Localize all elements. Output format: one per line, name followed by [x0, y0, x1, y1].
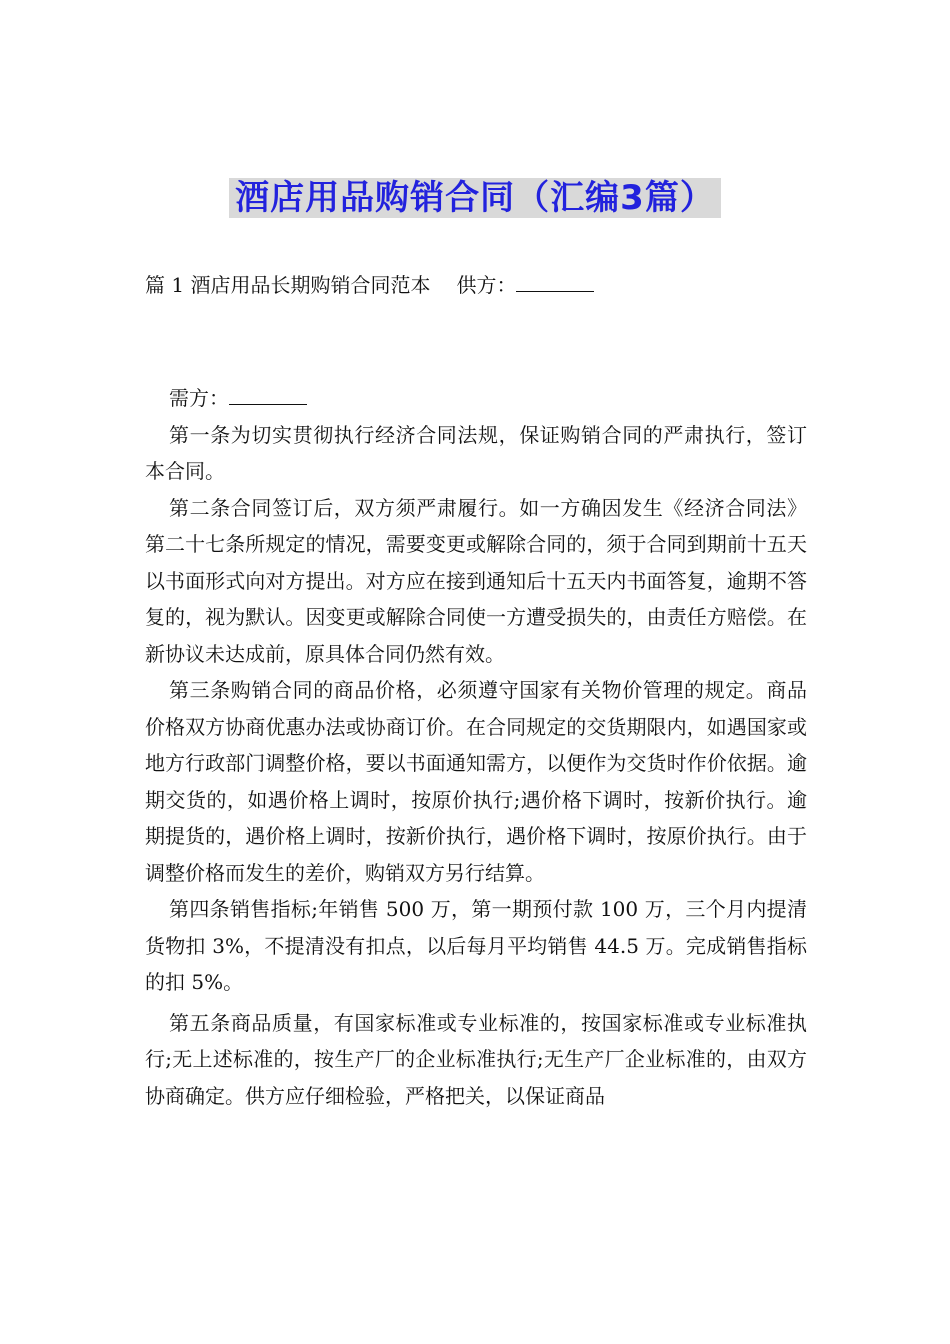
buyer-line: [145, 380, 807, 417]
document-title: 酒店用品购销合同（汇编3篇）: [229, 178, 721, 218]
document-subtitle: [145, 270, 825, 300]
supplier-blank: [516, 271, 594, 292]
contract-body: [145, 380, 807, 1114]
paragraph-article-3: 第三条购销合同的商品价格，必须遵守国家有关物价管理的规定。商品价格双方协商优惠办法或协商订价。在合同规定的交货期限内，如遇国家或地方行政部门调整价格，要以书面通知需方，以便作为交货时作价依据。逾期交货的，如遇价格上调时，按原价执行;遇价格下调时，按新价执行。逾期提货的，遇价格上调时，按新价执行，遇价格下调时，按原价执行。由于调整价格而发生的差价，购销双方另行结算。: [145, 678, 807, 885]
paragraph-article-1: 第一条为切实贯彻执行经济合同法规，保证购销合同的严肃执行，签订本合同。: [145, 422, 807, 483]
supplier-label: 供方：: [456, 273, 517, 297]
paragraph-article-2: 第二条合同签订后，双方须严肃履行。如一方确因发生《经济合同法》第二十七条所规定的情况，需要变更或解除合同的，须于合同到期前十五天以书面形式向对方提出。对方应在接到通知后十五天内书面答复，逾期不答复的，视为默认。因变更或解除合同使一方遭受损失的，由责任方赔偿。在新协议未达成前，原具体合同仍然有效。: [145, 495, 807, 666]
section-heading: 篇 1 酒店用品长期购销合同范本: [145, 273, 431, 297]
title-container: [0, 178, 950, 218]
paragraph-article-4: 第四条销售指标;年销售 500 万，第一期预付款 100 万，三个月内提清货物扣 3%，不提清没有扣点，以后每月平均销售 44.5 万。完成销售指标的扣 5%。: [145, 897, 807, 994]
buyer-label: 需方：: [169, 386, 229, 410]
buyer-blank: [229, 384, 307, 405]
paragraph-article-5: 第五条商品质量，有国家标准或专业标准的，按国家标准或专业标准执行;无上述标准的，按生产厂的企业标准执行;无生产厂企业标准的，由双方协商确定。供方应仔细检验，严格把关，以保证商品: [145, 1010, 807, 1108]
